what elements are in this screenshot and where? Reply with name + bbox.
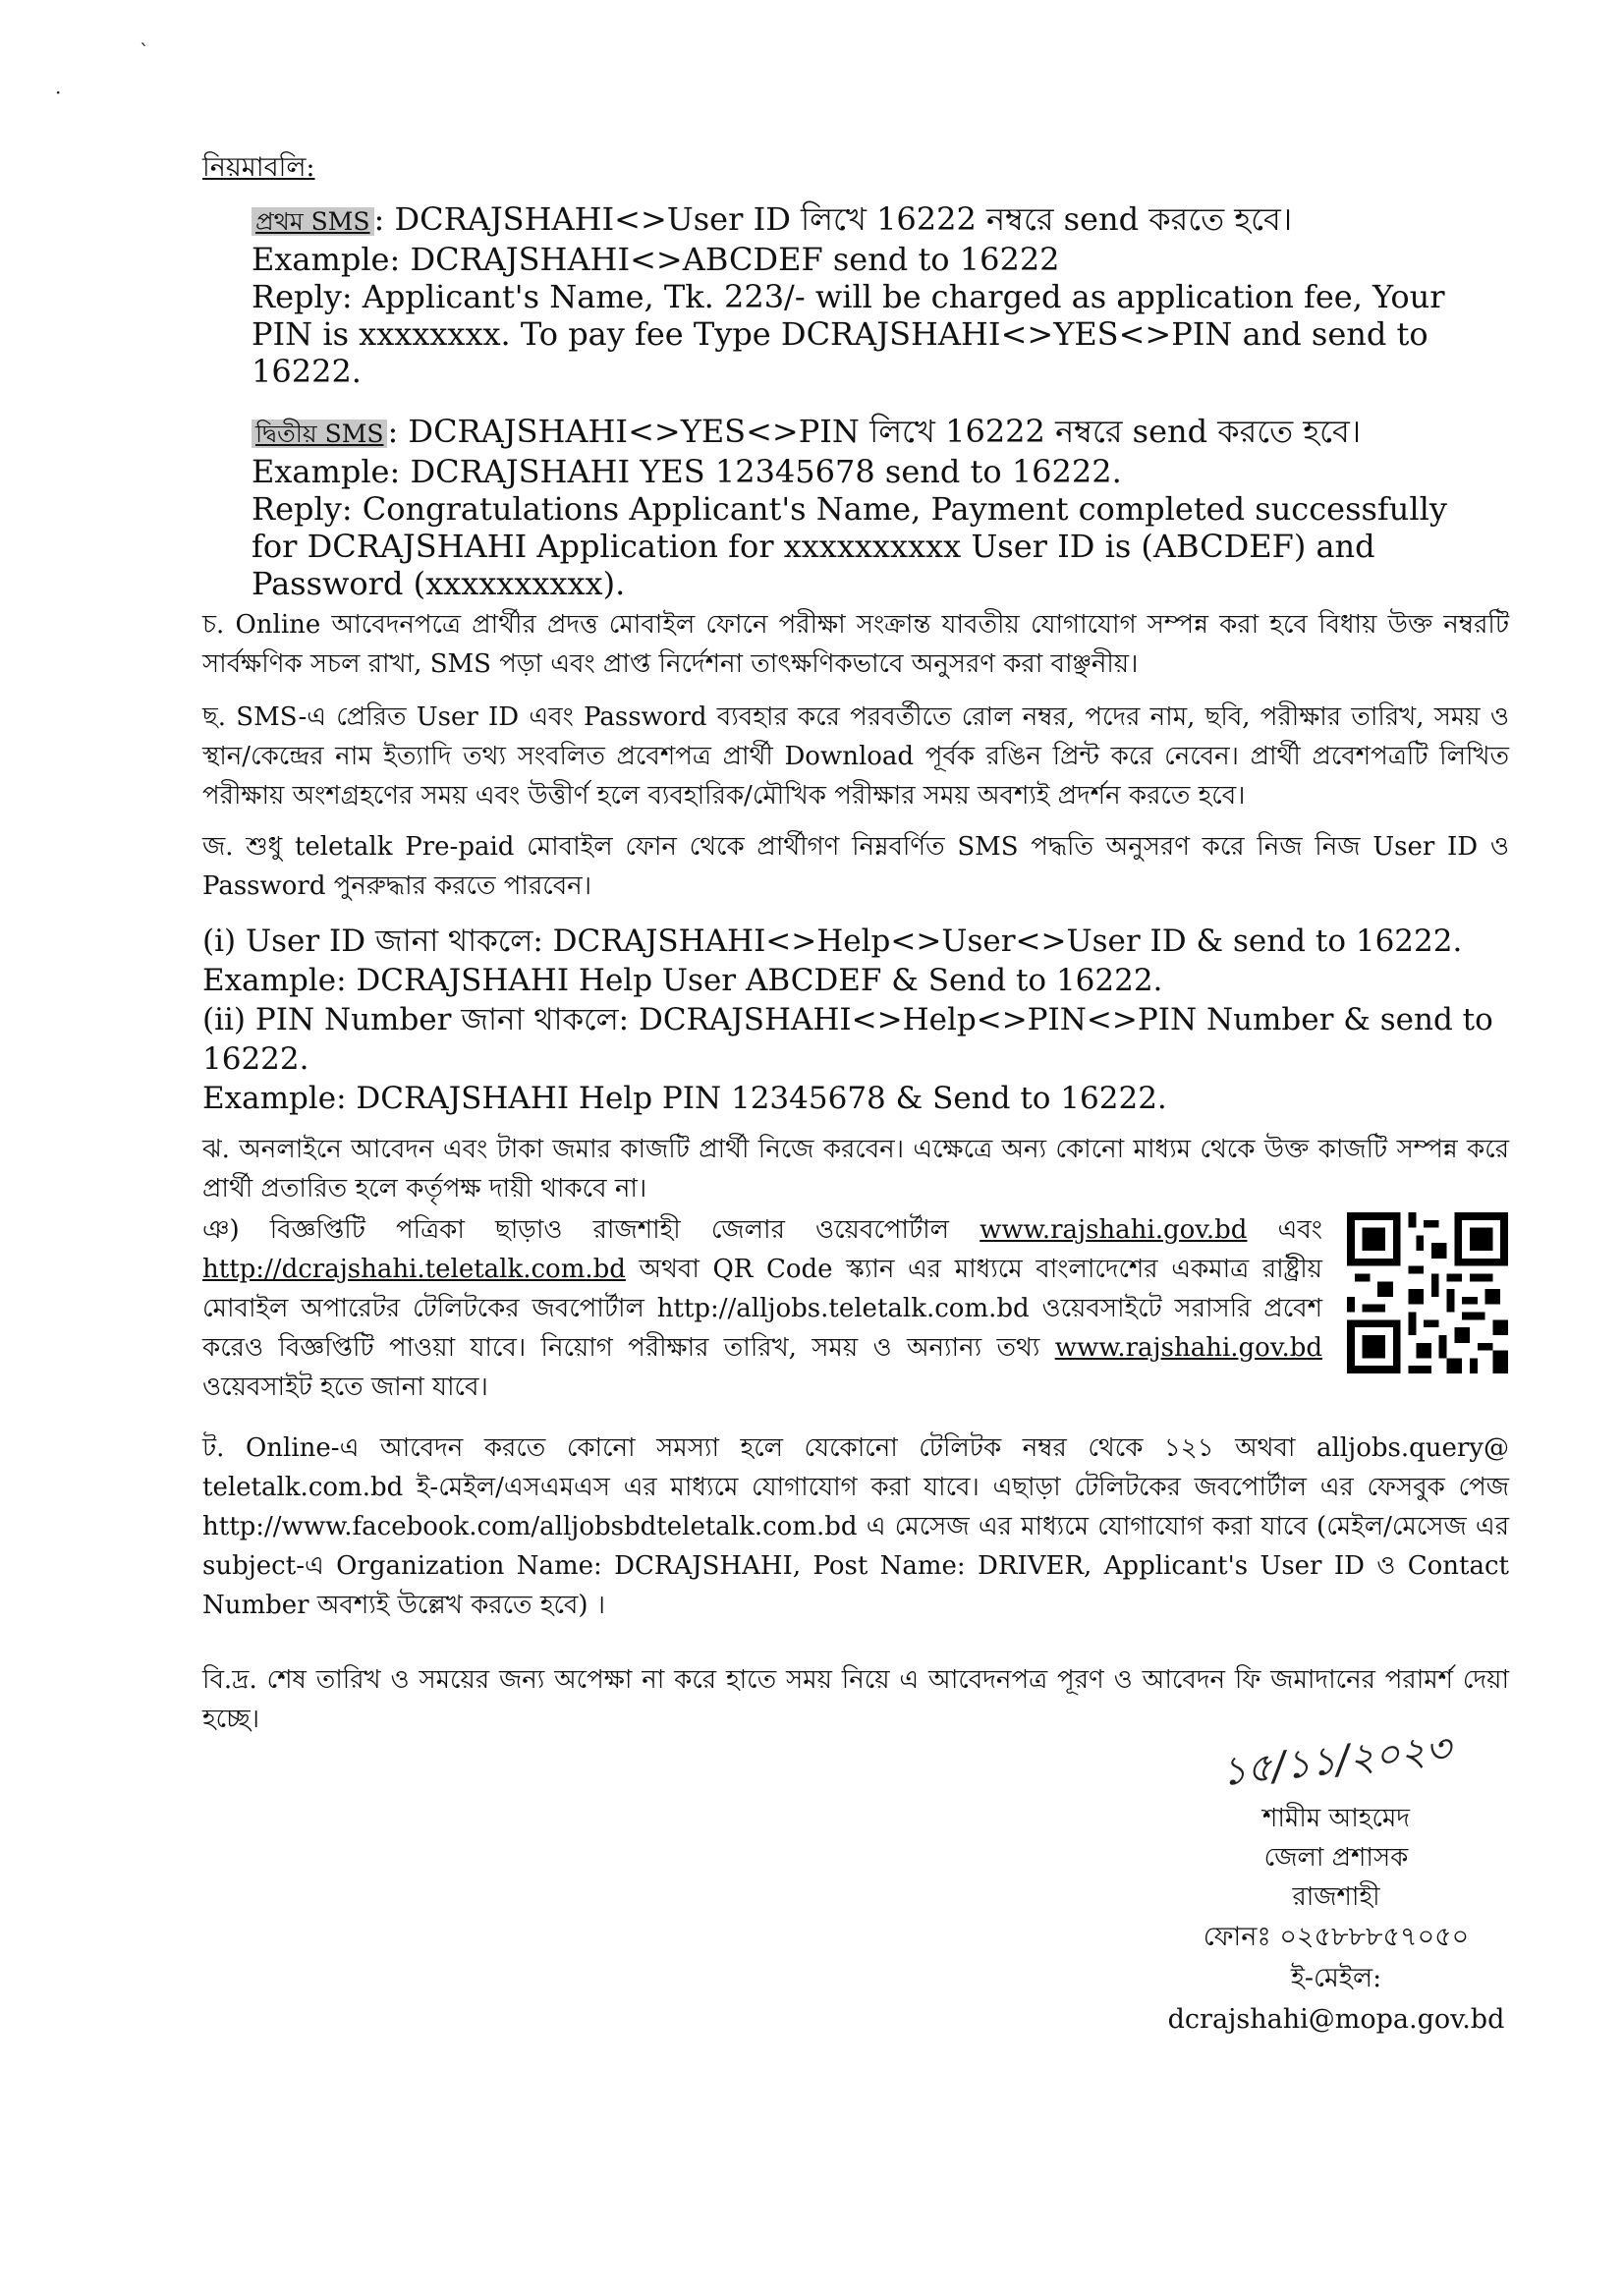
- recovery-pin-example: Example: DCRAJSHAHI Help PIN 12345678 & Send to 16222.: [202, 1081, 1167, 1116]
- paragraph-chha: ছ. SMS-এ প্রেরিত User ID এবং Password ব্যবহার করে পরবর্তীতে রোল নম্বর, পদের নাম, ছবি, পরীক্ষার তারিখ, সময় ও স্থান/কেন্দ্রের নাম ইত্যাদি তথ্য সংবলিত প্রবেশপত্র প্রার্থী Download পূর্বক রঙিন প্রিন্ট করে নেবেন। প্রার্থী প্রবেশপত্রটি লিখিত পরীক্ষায় অংশগ্রহণের সময় এবং উত্তীর্ণ হলে ব্যবহারিক/মৌখিক পরীক্ষার সময় অবশ্যই প্রদর্শন করতে হবে।: [202, 702, 1509, 811]
- closing-note: বি.দ্র. শেষ তারিখ ও সময়ের জন্য অপেক্ষা না করে হাতে সময় নিয়ে এ আবেদনপত্র পূরণ ও আবেদন ফি জমাদানের পরামর্শ দেয়া হচ্ছে।: [202, 1665, 1509, 1734]
- recovery-user-id-example: Example: DCRAJSHAHI Help User ABCDEF & Send to 16222.: [202, 963, 1163, 998]
- nya-text-2: এবং: [1247, 1215, 1322, 1245]
- recovery-block: [202, 922, 1509, 1118]
- rajshahi-portal-link-2[interactable]: www.rajshahi.gov.bd: [1054, 1333, 1322, 1363]
- second-sms-example: Example: DCRAJSHAHI YES 12345678 send to 16222.: [252, 453, 1122, 490]
- signatory-name: শামীম আহমেদ: [1261, 1804, 1411, 1833]
- signatory-designation: জেলা প্রশাসক: [1263, 1843, 1409, 1873]
- recovery-user-id: (i) User ID জানা থাকলে: DCRAJSHAHI<>Help<>User<>User ID & send to 16222.: [202, 924, 1463, 959]
- paragraph-cha: চ. Online আবেদনপত্রে প্রার্থীর প্রদত্ত মোবাইল ফোনে পরীক্ষা সংক্রান্ত যাবতীয় যোগাযোগ সম্পন্ন করা হবে বিধায় উক্ত নম্বরটি সার্বক্ষণিক সচল রাখা, SMS পড়া এবং প্রাপ্ত নির্দেশনা তাৎক্ষণিকভাবে অনুসরণ করা বাঞ্ছনীয়।: [202, 610, 1509, 679]
- signatory-district: রাজশাহী: [1292, 1882, 1380, 1912]
- paragraph-nya: [202, 1210, 1322, 1407]
- first-sms-block: [252, 200, 1489, 390]
- rules-heading: নিয়মাবলি:: [202, 152, 315, 183]
- signatory-email[interactable]: ই-মেইল: dcrajshahi@mopa.gov.bd: [1167, 1963, 1505, 2035]
- qr-code-icon[interactable]: [1347, 1212, 1508, 1373]
- second-sms-tag: দ্বিতীয় SMS: [252, 420, 387, 448]
- rajshahi-portal-link[interactable]: www.rajshahi.gov.bd: [980, 1215, 1248, 1245]
- second-sms-block: [252, 413, 1489, 602]
- first-sms-reply: Reply: Applicant's Name, Tk. 223/- will be charged as application fee, Your PIN is xxxxxxxx. To pay fee Type DCRAJSHAHI<>YES<>PIN and send to 16222.: [252, 278, 1445, 390]
- first-sms-line1: : DCRAJSHAHI<>User ID লিখে 16222 নম্বরে send করতে হবে।: [373, 200, 1293, 238]
- nya-text-1: ঞ) বিজ্ঞপ্তিটি পত্রিকা ছাড়াও রাজশাহী জেলার ওয়েবপোর্টাল: [202, 1215, 980, 1245]
- recovery-pin: (ii) PIN Number জানা থাকলে: DCRAJSHAHI<>Help<>PIN<>PIN Number & send to 16222.: [202, 1002, 1493, 1077]
- nya-text-3: অথবা QR Code স্ক্যান এর মাধ্যমে বাংলাদেশের একমাত্র রাষ্ট্রীয় মোবাইল অপারেটর টেলিটকের জবপোর্টাল http://alljobs.teletalk.com.bd ওয়েবসাইটে সরাসরি প্রবেশ করেও বিজ্ঞপ্তিটি পাওয়া যাবে। নিয়োগ পরীক্ষার তারিখ, সময় ও অন্যান্য তথ্য: [202, 1255, 1322, 1363]
- signature-block: [1130, 1725, 1542, 2041]
- teletalk-dc-link[interactable]: http://dcrajshahi.teletalk.com.bd: [202, 1255, 626, 1284]
- nya-text-4: ওয়েবসাইট হতে জানা যাবে।: [202, 1372, 488, 1402]
- paragraph-ta: ট. Online-এ আবেদন করতে কোনো সমস্যা হলে যেকোনো টেলিটক নম্বর থেকে ১২১ অথবা alljobs.query@ teletalk.com.bd ই-মেইল/এসএমএস এর মাধ্যমে যোগাযোগ করা যাবে। এছাড়া টেলিটকের জবপোর্টাল এর ফেসবুক পেজ http://www.facebook.com/alljobsbdteletalk.com.bd এ মেসেজ এর মাধ্যমে যোগাযোগ করা যাবে (মেইল/মেসেজ এর subject-এ Organization Name: DCRAJSHAHI, Post Name: DRIVER, Applicant's User ID ও Contact Number অবশ্যই উল্লেখ করতে হবে) ।: [202, 1433, 1509, 1620]
- handwritten-signature: ১৫/১১/২০২৩: [1218, 1725, 1454, 1796]
- paragraph-ja: জ. শুধু teletalk Pre-paid মোবাইল ফোন থেকে প্রার্থীগণ নিম্নবর্ণিত SMS পদ্ধতি অনুসরণ করে নিজ নিজ User ID ও Password পুনরুদ্ধার করতে পারবেন।: [202, 832, 1509, 901]
- second-sms-reply: Reply: Congratulations Applicant's Name, Payment completed successfully for DCRAJSHAHI Application for xxxxxxxxxx User ID is (ABCDEF) and Password (xxxxxxxxxx).: [252, 490, 1447, 602]
- second-sms-line1: : DCRAJSHAHI<>YES<>PIN লিখে 16222 নম্বরে send করতে হবে।: [387, 413, 1362, 450]
- signatory-phone: ফোনঃ ০২৫৮৮৮৫৭০৫০: [1203, 1922, 1470, 1952]
- first-sms-tag: প্রথম SMS: [252, 207, 374, 236]
- scan-mark: ·: [55, 81, 62, 104]
- first-sms-example: Example: DCRAJSHAHI<>ABCDEF send to 16222: [252, 241, 1060, 278]
- paragraph-jha: ঝ. অনলাইনে আবেদন এবং টাকা জমার কাজটি প্রার্থী নিজে করবেন। এক্ষেত্রে অন্য কোনো মাধ্যম থেকে উক্ত কাজটি সম্পন্ন করে প্রার্থী প্রতারিত হলে কর্তৃপক্ষ দায়ী থাকবে না।: [202, 1135, 1509, 1204]
- scan-mark: `: [140, 39, 149, 63]
